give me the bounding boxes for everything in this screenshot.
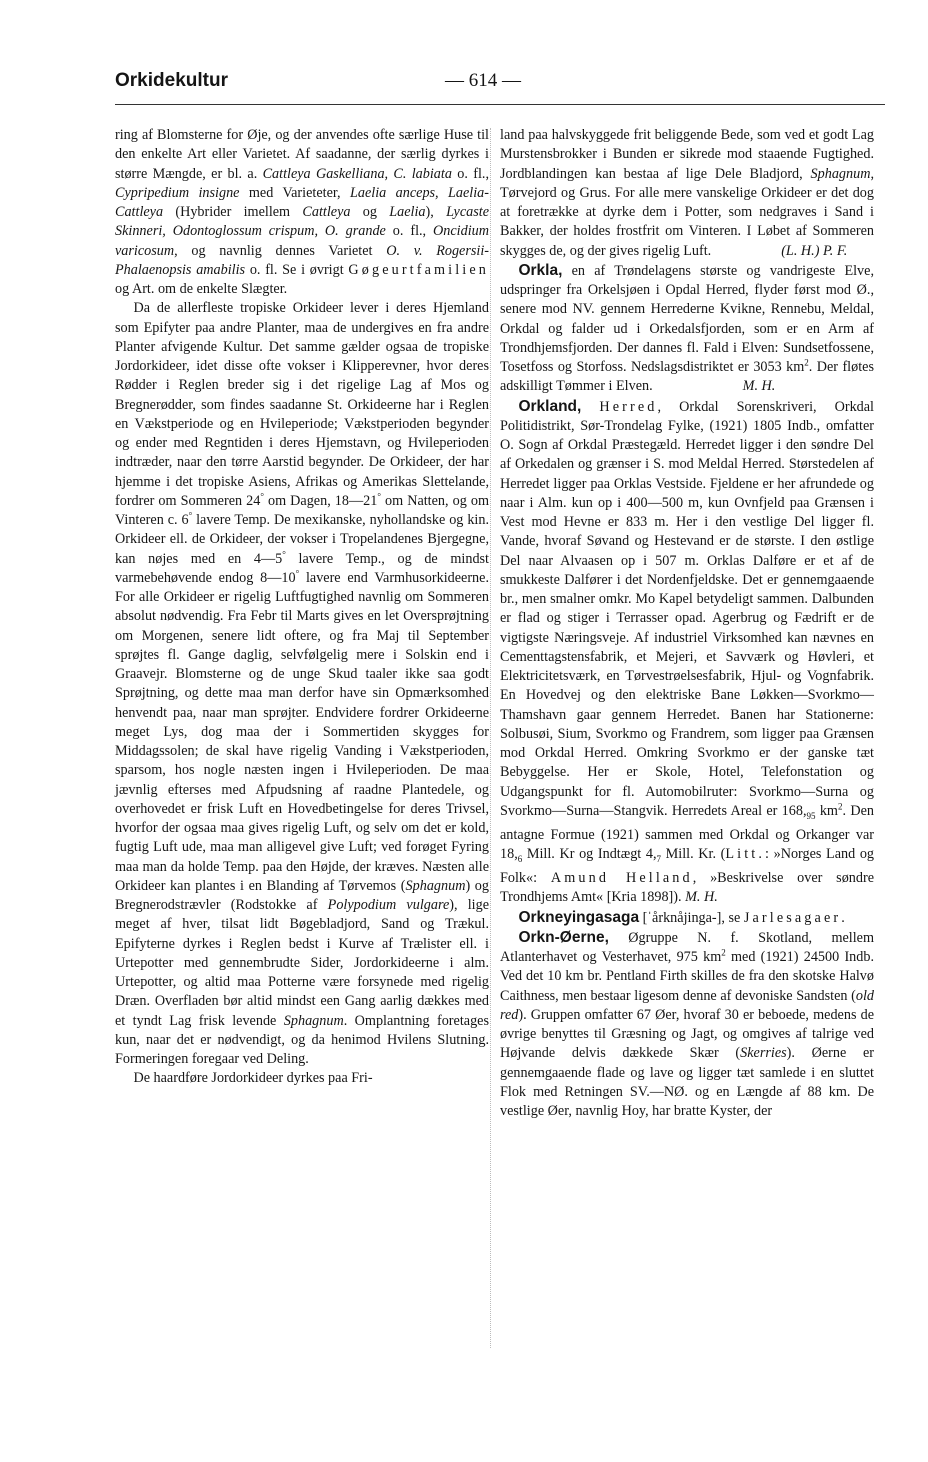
column-divider [490, 128, 491, 1348]
left-column [115, 126, 489, 1089]
paragraph-continuation: land paa halvskyggede frit beliggende Bede, som ved et godt Lag Murstensbrokker i Bunden er sikrede mod staaende Fugtighed. Jordblandingen kan bestaa af lige Dele Bladjord, Sphagnum, Tørvejord og Grus. For alle mere vanskelige Orkideer er det dog at foretrække at dyrke dem i Potter, som nedgraves i Sand i Bakker, der holdes frostfrit om Vinteren. I Løbet af Sommeren skygges de, og der gives rigelig Luft. (L. H.) P. F. [500, 127, 874, 259]
right-column [500, 126, 874, 1121]
headword-orkn-oerne: Orkn-Øerne, [518, 928, 609, 946]
paragraph-tropical-culture: Da de allerfleste tropiske Orkideer lever i deres Hjemland som Epifyter paa andre Planter, maa de undergives en fra andre Planter afvigende Kultur. Det samme gælder ogsaa de tropiske Jordorkideer, idet disse ofte vokser i Klipperevner, hvor deres Rødder i Reglen breder sig i det rigelige Lag af Mos og Bregnerødder, som findes saadanne St. Orkideerne har i Reglen en Vækstperiode og en Hvileperiode; Vækstperioden begynder og ender med Regntiden i deres Hjemstavn, og Hvileperioden indtræder, naar den tørre Aarstid begynder. De Orkideer, der har hjemme i det tropiske Asiens, Afrikas og Amerikas Slettelande, fordrer om Sommeren 24° om Dagen, 18—21° om Natten, og om Vinteren c. 6° lavere Temp. De mexikanske, nyhollandske og kin. Orkideer ell. de Orkideer, der vokser i Tropelandenes Bjergegne, kan nøjes med en 4—5° lavere Temp., og de mindst varmebehøvende endog 8—10° lavere end Varmhusorkideerne. For alle Orkideer er rigelig Luftfugtighed navnlig om Sommeren absolut nødvendig. Fra Febr til Marts gives en let Oversprøjtning om Morgenen, senere lidt oftere, og fra Maj til September sprøjtes fl. Gange daglig, selvfølgelig mere i Solskin end i Graavejr. Blomsterne og de unge Skud taaler ikke saa godt Sprøjtning, og dette maa man derfor have sin Opmærksomhed henvendt paa, naar man sprøjter. Endvidere fordrer Orkideerne meget Lys, dog maa der i Sommertiden skygges for Middagssolen; de skal have rigelig Vanding i Vækstperioden, sparsom, hos nogle næsten ingen i Hvileperioden. De maa jævnlig efterses med Afpudsning af raadne Plantedele, og overhovedet er frisk Luft en Hovedbetingelse for deres Trivsel, hvorfor der ogsaa maa gives rigelig Luft, og selv om det er kold, fugtig Luft ude, maa man alligevel give Luft; ved forøget Fyring maa man da holde Temp. paa den Højde, der kræves. Næsten alle Orkideer kan plantes i en Blanding af Tørvemos (Sphagnum) og Bregnerodstrævler (Rodstokke af Polypodium vulgare), lige meget af hver, tilsat lidt Bøgebladjord, Sand og Trækul. Epifyterne dyrkes i Reglen bedst i Kurve af Trælister ell. i Urtepotter med gennembrudte Sider, Jordorkideerne i alm. Urtepotter, og altid maa Potterne være forsynede med rigelig Dræn. Overfladen bør altid mindst een Gang aarlig dækkes med et tyndt Lag frisk levende Sphagnum. Omplantning foretages kun, naar det er nødvendigt, og da henimod Hvilens Slutning. Formeringen foregaar ved Deling. [115, 300, 490, 1067]
entry-orkla: Orkla, en af Trøndelagens største og vandrigeste Elve, udspringer fra Orkelsjøen i Opdal Herred, flyder først mod Ø., senere mod NV. gennem Herrederne Kvikne, Rennebu, Meldal, Orkdal og falder ud i Orkedalsfjorden, som er en Arm af Trondhjemsfjorden. Der dannes fl. Fald i Elven: Sundsetfossene, Tosetfoss og Storfoss. Nedslagsdistriktet er 3053 $km^2$. Der fløtes adskilligt Tømmer i Elven. M. H. [500, 261, 874, 395]
page-header [115, 70, 885, 100]
entry-orkneyingasaga: Orkneyingasaga [ˈårknåjinga-], se Jarlesagaer. [518, 908, 845, 926]
author-signature: M. H. [685, 889, 718, 906]
paragraph-hardy-orchids: De haardføre Jordorkideer dyrkes paa Fri- [133, 1070, 373, 1087]
entry-orkn-oerne: Orkn-Øerne, Øgruppe N. f. Skotland, mellem Atlanterhavet og Vesterhavet, 975 $km^2$ med (1921) 24500 Indb. Ved det 10 km br. Pentland Firth skilles de fra den skotske Halvø Caithness, men bestaar ligesom denne af devoniske Sandsten (old red). Gruppen omfatter 67 Øer, hvoraf 30 er beboede, medens de øvrige benyttes til Græsning og Jagt, og omgives af talrige ved Højvande delvis dækkede Skær (Skerries). Øerne er gennemgaaende flade og lave og ligger tæt samlede i en sluttet Flok med Retningen SV.—NØ. og en Længde af 88 km. De vestlige Øer, navnlig Hoy, har bratte Kyster, der [500, 928, 874, 1120]
headword-orkla: Orkla, [518, 261, 563, 279]
author-signature: (L. H.) P. F. [781, 242, 848, 259]
header-rule [115, 104, 885, 105]
author-signature: M. H. [742, 378, 776, 395]
page-number: — 614 — [445, 70, 521, 91]
entry-orkland: Orkland, Herred, Orkdal Sorenskriveri, Orkdal Politidistrikt, Sør-Trondelag Fylke, (1921) 1805 Indb., omfatter O. Sogn af Orkdal Præstegæld. Herredet ligger i den søndre Del af Orkedalen og grænser i S. mod Meldal Herred. Størstedelen af Herredet ligger paa Orklas Vestside. Fjeldene er her afrundede og naar i Alm. kun op i 400—500 m, kun Ovnfjeld paa Grænsen i Vest mod Hevne er 833 m. Her i den vestlige Del ligger fl. Vande, hvoraf Søvand og Hestevand er de største. I den østlige Del naar Alvaasen op i 507 m. Orklas Dalføre er et af de smukkeste Dalfører i det Nordenfjeldske. Det er gennemgaaende br., men smalner omkr. Mo Kapel betydeligt sammen. Dalbunden er flad og stiger i Terrasser opad. Agerbrug og Fædrift er de vigtigste Næringsveje. Af industriel Virksomhed kan nævnes en Cementtagstensfabrik, et Mejeri, et Savværk og Høvleri, et Elektricitetsværk, en Tørvestrøelsesfabrik, Hjul- og Vognfabrik. En Hovedvej og den elektriske Bane Løkken—Svorkmo—Thamshavn gaar gennem Herredet. Banen har Stationerne: Solbusøi, Sium, Svorkmo og Frandrem, som ligger paa Grænsen mod Orkdal Herred. Omkring Svorkmo er der ganske tæt Bebyggelse. Her er Skole, Hotel, Telefonstation og Udgangspunkt for fl. Automobilruter: Svorkmo—Surna og Svorkmo—Surna—Stangvik. Herredets Areal er $168,_{95}$ $km^2$. Den antagne Formue (1921) sammen med Orkdal og Orkanger var $18,_6$ Mill. Kr og Indtægt $4,_7$ Mill. Kr. (Litt.: »Norges Land og Folk«: Amund Helland, »Beskrivelse over søndre Trondhjems Amt« [Kria 1898]). M. H. [500, 397, 875, 906]
running-head: Orkidekultur [115, 70, 228, 91]
cross-reference: Jarlesagaer [743, 909, 842, 926]
headword-orkneyingasaga: Orkneyingasaga [518, 908, 640, 926]
paragraph-orchid-varieties: ring af Blomsterne for Øje, og der anvendes ofte særlige Huse til den enkelte Art eller Varietet. Af saadanne, der særlig dyrkes i større Mængde, er bl. a. Cattleya Gaskelliana, C. labiata o. fl., Cypripedium insigne med Varieteter, Laelia anceps, Laelia-Cattleya (Hybrider imellem Cattleya og Laelia), Lycaste Skinneri, Odontoglossum crispum, O. grande o. fl., Oncidium varicosum, og navnlig dennes Varietet O. v. Rogersii-Phalaenopsis amabilis o. fl. Se i øvrigt Gøgeurtfamilien og Art. om de enkelte Slægter. [115, 127, 490, 297]
headword-orkland: Orkland, [518, 397, 582, 415]
cross-reference: Gøgeurtfamilien [348, 261, 490, 278]
